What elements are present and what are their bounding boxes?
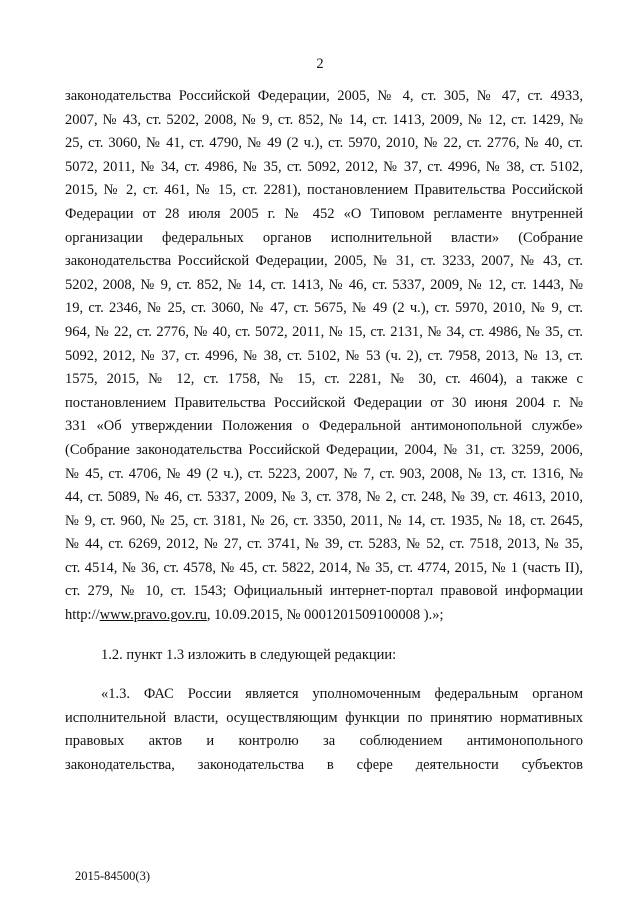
url-suffix: , 10.09.2015, № 0001201509100008 ).»;	[206, 607, 444, 624]
text-line: 44, ст. 5089, № 46, ст. 5337, 2009, № 3, ст. 378, № 2, ст. 248, № 39, ст. 4613, 2010,	[65, 489, 583, 506]
text-line: Федерации от 28 июля 2005 г. № 452 «О Типовом регламенте внутренней	[65, 205, 583, 222]
paragraph-1-3-line: исполнительной власти, осуществляющим функции по принятию нормативных	[65, 709, 583, 726]
paragraph-1-2: 1.2. пункт 1.3 изложить в следующей редакции:	[101, 646, 397, 663]
paragraph-gap	[65, 667, 583, 683]
text-line: № 44, ст. 6269, 2012, № 27, ст. 3741, № 39, ст. 5283, № 52, ст. 7518, 2013, № 35,	[65, 536, 583, 553]
text-line: (Собрание законодательства Российской Федерации, 2004, № 31, ст. 3259, 2006,	[65, 441, 583, 458]
text-line: № 45, ст. 4706, № 49 (2 ч.), ст. 5223, 2007, № 7, ст. 903, 2008, № 13, ст. 1316, №	[65, 465, 583, 482]
text-line: организации федеральных органов исполнительной власти» (Собрание	[65, 229, 583, 246]
text-line: ст. 279, № 10, ст. 1543; Официальный интернет-портал правовой информации	[65, 583, 583, 600]
page-number: 2	[316, 56, 324, 72]
paragraph-1-3-line: «1.3. ФАС России является уполномоченным федеральным органом	[101, 686, 583, 703]
text-line: № 9, ст. 960, № 25, ст. 3181, № 26, ст. 3350, 2011, № 14, ст. 1935, № 18, ст. 2645,	[65, 512, 583, 529]
text-line: 5092, 2012, № 37, ст. 4996, № 38, ст. 5102, № 53 (ч. 2), ст. 7958, 2013, № 13, ст.	[65, 347, 583, 364]
text-line: 19, ст. 2346, № 25, ст. 3060, № 47, ст. 5675, № 49 (2 ч.), ст. 5970, 2010, № 9, ст.	[65, 300, 583, 317]
paragraph-1-3-line: законодательства, законодательства в сфере деятельности субъектов	[65, 757, 583, 774]
text-line: 2015, № 2, ст. 461, № 15, ст. 2281), постановлением Правительства Российской	[65, 182, 583, 199]
text-line: ст. 4514, № 36, ст. 4578, № 45, ст. 5822, 2014, № 35, ст. 4774, 2015, № 1 (часть II),	[65, 559, 583, 576]
text-line: 2007, № 43, ст. 5202, 2008, № 9, ст. 852, № 14, ст. 1413, 2009, № 12, ст. 1429, №	[65, 111, 583, 128]
text-line: законодательства Российской Федерации, 2005, № 4, ст. 305, № 47, ст. 4933,	[65, 88, 583, 104]
text-line: 5072, 2011, № 34, ст. 4986, № 35, ст. 5092, 2012, № 37, ст. 4996, № 38, ст. 5102,	[65, 158, 583, 175]
pravo-link[interactable]: www.pravo.gov.ru	[99, 607, 207, 624]
text-line: 25, ст. 3060, № 41, ст. 4790, № 49 (2 ч.), ст. 5970, 2010, № 22, ст. 2776, № 40, ст.	[65, 135, 583, 152]
document-body	[65, 85, 583, 778]
text-line: 331 «Об утверждении Положения о Федеральной антимонопольной службе»	[65, 418, 583, 435]
paragraph-gap	[65, 628, 583, 644]
text-line: 1575, 2015, № 12, ст. 1758, № 15, ст. 2281, № 30, ст. 4604), а также с	[65, 371, 583, 388]
text-line: постановлением Правительства Российской Федерации от 30 июня 2004 г. №	[65, 394, 583, 411]
paragraph-1-3-line: правовых актов и контролю за соблюдением антимонопольного	[65, 733, 583, 750]
text-line: 964, № 22, ст. 2776, № 40, ст. 5072, 2011, № 15, ст. 2131, № 34, ст. 4986, № 35, ст.	[65, 323, 583, 340]
url-prefix: http://	[65, 607, 100, 624]
text-line: законодательства Российской Федерации, 2005, № 31, ст. 3233, 2007, № 43, ст.	[65, 253, 583, 270]
document-code: 2015-84500(3)	[75, 869, 150, 883]
text-line: 5202, 2008, № 9, ст. 852, № 14, ст. 1413, № 46, ст. 5337, 2009, № 12, ст. 1443, №	[65, 276, 583, 293]
url-line	[65, 604, 583, 628]
